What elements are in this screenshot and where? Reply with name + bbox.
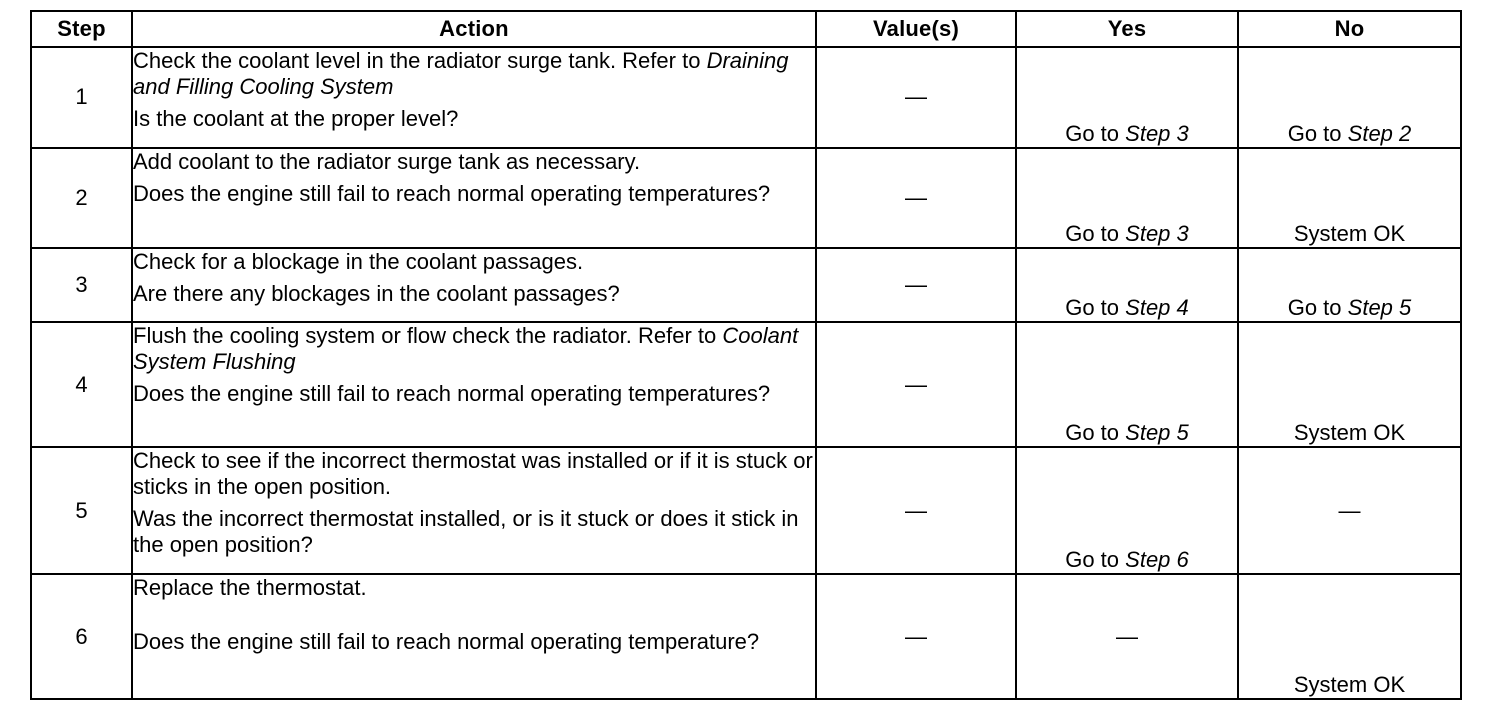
value-cell: — (816, 148, 1016, 248)
action-text: Flush the cooling system or flow check the radiator. Refer to Coolant System Flushing (133, 323, 799, 375)
step-number: 5 (31, 447, 132, 574)
action-question: Is the coolant at the proper level? (133, 106, 459, 131)
value-cell: — (816, 322, 1016, 447)
step-number: 6 (31, 574, 132, 699)
action-cell (132, 322, 816, 447)
yes-step-link: Step 5 (1125, 420, 1189, 446)
header-action: Action (132, 11, 816, 47)
no-cell: — (1238, 447, 1461, 574)
value-cell: — (816, 574, 1016, 699)
action-text: Check the coolant level in the radiator surge tank. Refer to Draining and Filling Cooling System (133, 48, 789, 99)
action-text: Replace the thermostat. (133, 575, 367, 600)
header-yes: Yes (1016, 11, 1238, 47)
no-cell: Go to Step 5 (1238, 248, 1461, 323)
yes-cell: — (1016, 574, 1238, 699)
no-step-link: Step 2 (1347, 120, 1412, 146)
value-cell: — (816, 248, 1016, 323)
table-row (31, 322, 1461, 447)
yes-cell: Go to Step 3 (1016, 148, 1238, 248)
step-number: 3 (31, 248, 132, 323)
action-cell (132, 148, 816, 248)
action-text: Add coolant to the radiator surge tank as necessary. (133, 148, 641, 174)
action-reference: Draining and Filling Cooling System (133, 48, 789, 99)
header-row (31, 11, 1461, 47)
no-cell: Go to Step 2 (1238, 47, 1461, 148)
table-row (31, 447, 1461, 574)
no-cell: System OK (1238, 148, 1461, 248)
yes-cell: Go to Step 3 (1016, 47, 1238, 148)
action-question: Was the incorrect thermostat installed, or is it stuck or does it stick in the open position? (133, 506, 799, 558)
no-cell: System OK (1238, 574, 1461, 699)
yes-cell: Go to Step 4 (1016, 248, 1238, 323)
yes-cell: Go to Step 5 (1016, 322, 1238, 447)
action-cell (132, 47, 816, 148)
table-row (31, 47, 1461, 148)
step-number: 4 (31, 322, 132, 447)
action-reference: Coolant System Flushing (133, 323, 799, 375)
table-row (31, 148, 1461, 248)
table-row (31, 248, 1461, 323)
header-no: No (1238, 11, 1461, 47)
value-cell: — (816, 47, 1016, 148)
yes-step-link: Step 3 (1125, 220, 1189, 246)
step-number: 2 (31, 148, 132, 248)
yes-step-link: Step 4 (1125, 295, 1189, 321)
action-question: Does the engine still fail to reach normal operating temperatures? (133, 180, 771, 206)
action-cell (132, 447, 816, 574)
action-question: Does the engine still fail to reach normal operating temperatures? (133, 381, 771, 407)
header-step: Step (31, 11, 132, 47)
action-question: Are there any blockages in the coolant passages? (133, 280, 620, 306)
action-text: Check to see if the incorrect thermostat was installed or if it is stuck or sticks in the open position. (133, 448, 813, 500)
diagnostic-table (30, 10, 1462, 700)
yes-step-link: Step 6 (1125, 547, 1189, 572)
no-cell: System OK (1238, 322, 1461, 447)
step-number: 1 (31, 47, 132, 148)
action-question: Does the engine still fail to reach normal operating temperature? (133, 629, 760, 654)
action-cell (132, 574, 816, 699)
value-cell: — (816, 447, 1016, 574)
header-values: Value(s) (816, 11, 1016, 47)
yes-step-link: Step 3 (1125, 120, 1189, 146)
table-row (31, 574, 1461, 699)
yes-cell: Go to Step 6 (1016, 447, 1238, 574)
action-text: Check for a blockage in the coolant passages. (133, 248, 584, 274)
action-cell (132, 248, 816, 323)
no-step-link: Step 5 (1347, 295, 1412, 321)
